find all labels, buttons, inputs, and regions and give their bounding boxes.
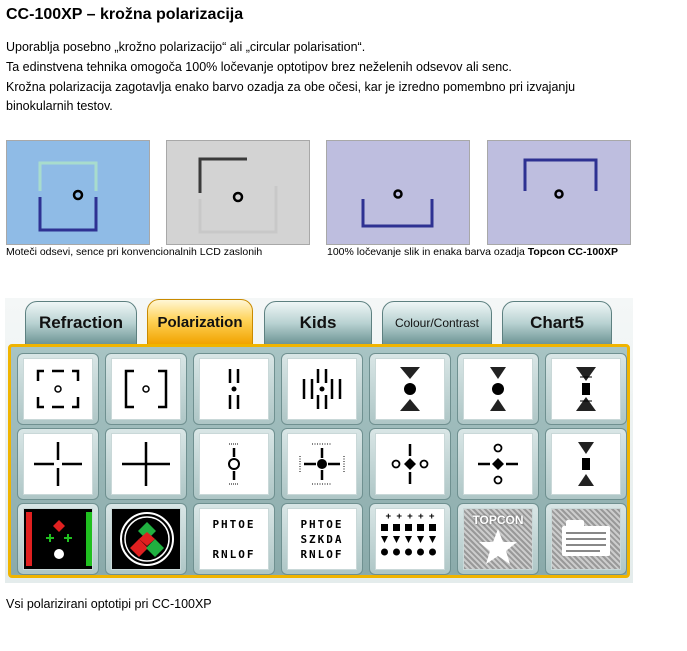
comparison-image-lavender-2 [487, 140, 631, 245]
optotype-triangles-dot[interactable] [369, 353, 451, 425]
letter-chart-2row: PHTOE RNLOF [212, 517, 256, 561]
topcon-logo-text: TOPCON [472, 513, 524, 527]
optotype-letters-3row[interactable] [281, 503, 363, 575]
optotype-rings-diamond[interactable] [369, 428, 451, 500]
caption-topcon-text: 100% ločevanje slik in enaka barva ozadja [327, 246, 528, 258]
worth-dots-icon [24, 508, 92, 570]
intro-line-3: Krožna polarizacija zagotavlja enako barvo ozadja za obe očesi, kar je izredno pomembno pri izvajanju [6, 80, 576, 94]
bracket-target-top [488, 141, 632, 246]
tab-chart5[interactable]: Chart5 [502, 301, 612, 345]
star-icon [478, 527, 518, 565]
intro-line-1: Uporablja posebno „krožno polarizacijo“ ali „circular polarisation“. [6, 40, 366, 54]
triangles-dot-small-icon [468, 363, 528, 415]
tab-colour-contrast[interactable]: Colour/Contrast [382, 301, 492, 345]
tab-polarization[interactable]: Polarization [147, 299, 253, 345]
intro-line-2: Ta edinstvena tehnika omogoča 100% ločevanje optotipov brez neželenih odsevov ali senc. [6, 60, 512, 74]
comparison-image-blue [6, 140, 150, 245]
caption-topcon-brand: Topcon CC-100XP [527, 246, 619, 258]
page-title: CC-100XP – krožna polarizacija [6, 6, 244, 23]
optotype-square-brackets[interactable] [17, 353, 99, 425]
rings-diamond-lines-icon [468, 438, 528, 490]
optotype-triangles-dot-2[interactable] [457, 353, 539, 425]
triangles-dot-icon [380, 363, 440, 415]
symbol-rows-icon [378, 522, 442, 566]
optotype-cross-gap[interactable] [17, 428, 99, 500]
vertical-ring-icon [204, 438, 264, 490]
cross-icon [116, 438, 176, 490]
tab-kids[interactable]: Kids [264, 301, 372, 345]
square-frame-icon [28, 363, 88, 415]
optotype-rings-diamond-2[interactable] [457, 428, 539, 500]
side-frame-icon [116, 363, 176, 415]
cross-gap-icon [28, 438, 88, 490]
bracket-target-blue [7, 141, 151, 246]
caption-topcon [327, 246, 618, 258]
caption-conventional: Moteči odsevi, sence pri konvencionalnih LCD zaslonih [6, 246, 263, 258]
letter-chart-3row: PHTOE SZKDA RNLOF [300, 517, 344, 561]
optotype-fixation-scale[interactable] [281, 428, 363, 500]
optotype-side-brackets[interactable] [105, 353, 187, 425]
tab-refraction[interactable]: Refraction [25, 301, 137, 345]
triangles-vertical-icon [556, 438, 616, 490]
optotype-topcon-star[interactable] [457, 503, 539, 575]
intro-line-4: binokularnih testov. [6, 99, 113, 113]
rings-diamond-icon [380, 438, 440, 490]
optotype-symbol-rows[interactable] [369, 503, 451, 575]
optotype-cross[interactable] [105, 428, 187, 500]
optotype-worth-four-dot[interactable] [17, 503, 99, 575]
vernier-lines-icon [292, 363, 352, 415]
footer-caption: Vsi polarizirani optotipi pri CC-100XP [6, 597, 212, 611]
bracket-target-grey [167, 141, 311, 246]
chart-panel [5, 298, 633, 583]
optotype-vertical-ring[interactable] [193, 428, 275, 500]
comparison-image-lavender-1 [326, 140, 470, 245]
triangles-scale-icon [556, 363, 616, 415]
bracket-target-bottom [327, 141, 471, 246]
color-circle-icon [112, 508, 180, 570]
optotype-text-card[interactable] [545, 503, 627, 575]
optotype-color-circle[interactable] [105, 503, 187, 575]
optotype-vernier-lines[interactable] [281, 353, 363, 425]
optotype-triangles-vertical[interactable] [545, 428, 627, 500]
optotype-vertical-lines[interactable] [193, 353, 275, 425]
optotype-letters-2row[interactable] [193, 503, 275, 575]
fixation-scale-icon [292, 438, 352, 490]
optotype-triangles-scale[interactable] [545, 353, 627, 425]
vertical-lines-icon [204, 363, 264, 415]
plus-row: + + + + + [385, 512, 435, 522]
text-card-icon [556, 516, 616, 562]
comparison-image-grey [166, 140, 310, 245]
optotype-grid [8, 344, 630, 578]
